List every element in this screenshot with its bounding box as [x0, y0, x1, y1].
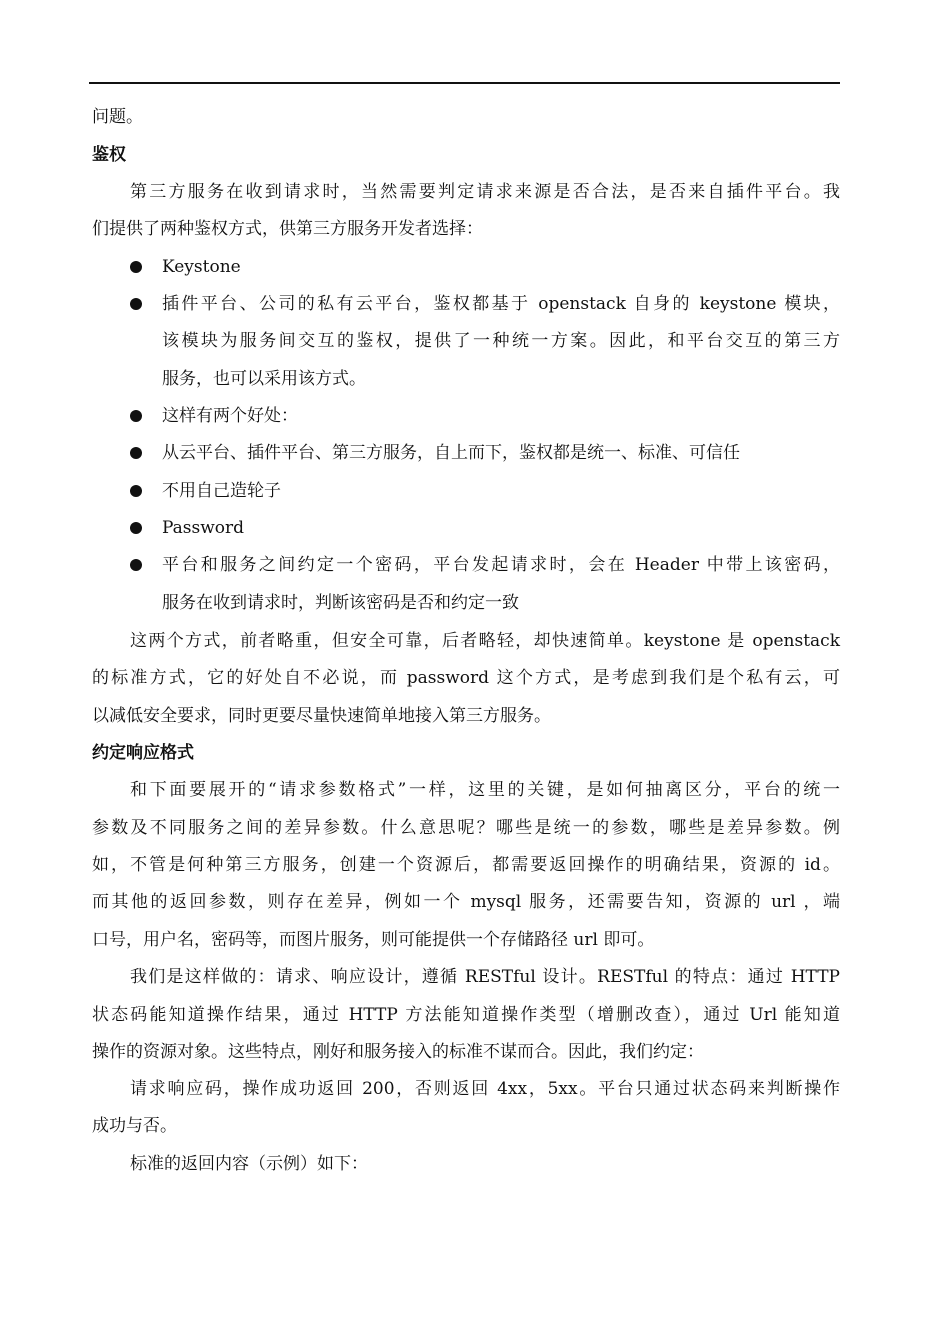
list-item: 平台和服务之间约定一个密码，平台发起请求时，会在 Header 中带上该密码，	[162, 555, 840, 575]
list-item: 插件平台、公司的私有云平台，鉴权都基于 openstack 自身的 keystone 模块，	[162, 294, 840, 314]
list-item: Keystone	[162, 257, 241, 277]
text-line: 们提供了两种鉴权方式，供第三方服务开发者选择：	[92, 219, 483, 239]
header-rule	[89, 82, 840, 84]
list-item-continuation: 该模块为服务间交互的鉴权，提供了一种统一方案。因此，和平台交互的第三方	[162, 331, 840, 351]
text-line: 标准的返回内容（示例）如下：	[130, 1154, 368, 1174]
bullet-icon	[130, 559, 142, 571]
text-line: 参数及不同服务之间的差异参数。什么意思呢？哪些是统一的参数，哪些是差异参数。例	[92, 818, 840, 838]
list-item-continuation: 服务，也可以采用该方式。	[162, 369, 366, 389]
text-line: 成功与否。	[92, 1116, 177, 1136]
text-line: 操作的资源对象。这些特点，刚好和服务接入的标准不谋而合。因此，我们约定：	[92, 1042, 704, 1062]
bullet-icon	[130, 261, 142, 273]
bullet-icon	[130, 522, 142, 534]
list-item: 不用自己造轮子	[162, 481, 281, 501]
bullet-icon	[130, 298, 142, 310]
section-heading-response-format: 约定响应格式	[92, 743, 194, 763]
text-line: 状态码能知道操作结果，通过 HTTP 方法能知道操作类型（增删改查），通过 Url 能知道	[92, 1005, 840, 1025]
list-item: Password	[162, 518, 245, 538]
text-line: 问题。	[92, 107, 143, 127]
text-line: 第三方服务在收到请求时，当然需要判定请求来源是否合法，是否来自插件平台。我	[130, 182, 840, 202]
text-line: 请求响应码，操作成功返回 200，否则返回 4xx，5xx。平台只通过状态码来判断操作	[130, 1079, 840, 1099]
list-item-continuation: 服务在收到请求时，判断该密码是否和约定一致	[162, 593, 519, 613]
section-heading-auth: 鉴权	[92, 145, 126, 165]
text-line: 的标准方式，它的好处自不必说，而 password 这个方式，是考虑到我们是个私有云，可	[92, 668, 840, 688]
bullet-icon	[130, 410, 142, 422]
text-line: 如，不管是何种第三方服务，创建一个资源后，都需要返回操作的明确结果，资源的 id。	[92, 855, 840, 875]
text-line: 以减低安全要求，同时更要尽量快速简单地接入第三方服务。	[92, 706, 551, 726]
bullet-icon	[130, 447, 142, 459]
list-item: 这样有两个好处：	[162, 406, 298, 426]
text-line: 而其他的返回参数，则存在差异，例如一个 mysql 服务，还需要告知，资源的 url ，端	[92, 892, 840, 912]
bullet-icon	[130, 485, 142, 497]
text-line: 和下面要展开的“请求参数格式”一样，这里的关键，是如何抽离区分，平台的统一	[130, 780, 840, 800]
text-line: 我们是这样做的：请求、响应设计，遵循 RESTful 设计。RESTful 的特点：通过 HTTP	[130, 967, 840, 987]
list-item: 从云平台、插件平台、第三方服务，自上而下，鉴权都是统一、标准、可信任	[162, 443, 740, 463]
text-line: 这两个方式，前者略重，但安全可靠，后者略轻，却快速简单。keystone 是 openstack	[130, 631, 840, 651]
text-line: 口号，用户名，密码等，而图片服务，则可能提供一个存储路径 url 即可。	[92, 930, 655, 950]
